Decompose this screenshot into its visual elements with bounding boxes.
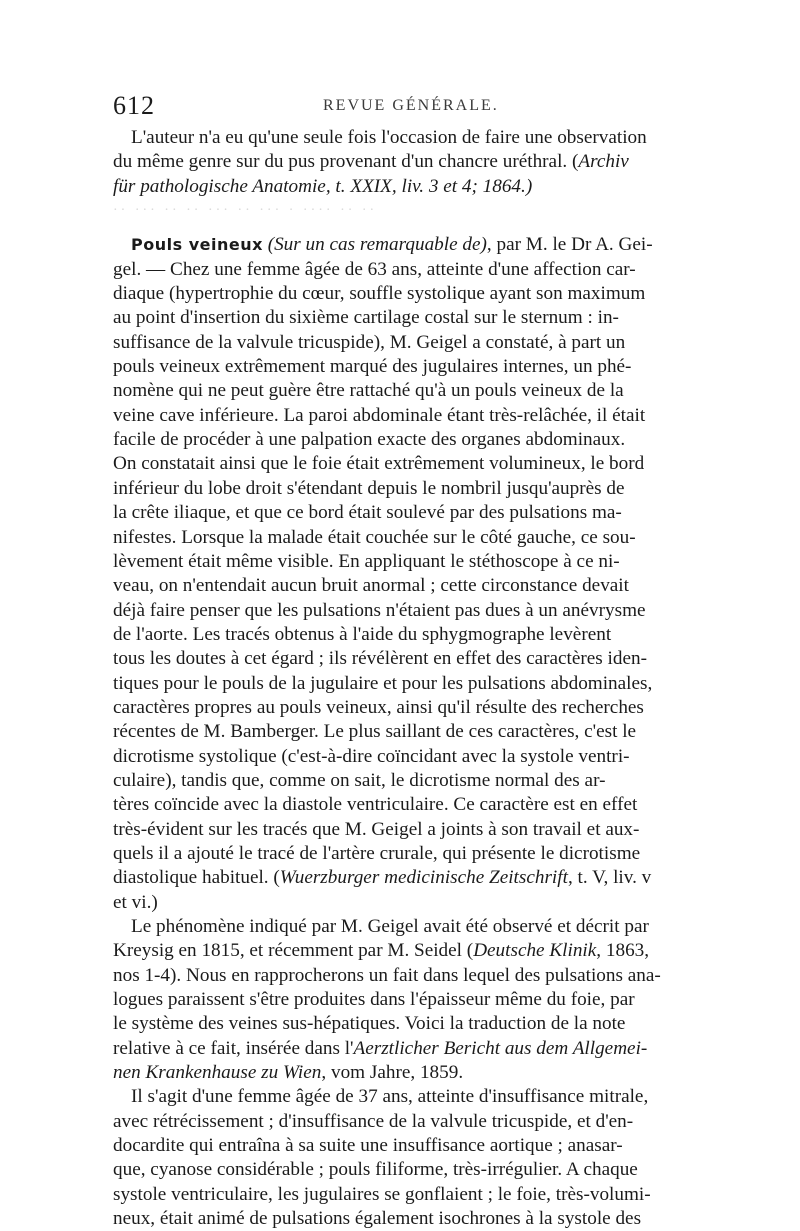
heading-subtitle: (Sur un cas remarquable de) <box>267 234 487 256</box>
journal-title: Archiv <box>578 151 629 173</box>
article-heading-line <box>113 233 685 257</box>
text-line: logues paraissent s'être produites dans l'épaisseur même du foie, par <box>113 989 635 1011</box>
text-line: facile de procéder à une palpation exacte des organes abdominaux. <box>113 429 626 451</box>
text-line: très-évident sur les tracés que M. Geigel a joints à son travail et aux- <box>113 818 640 840</box>
text-line: suffisance de la valvule tricuspide), M. Geigel a constaté, à part un <box>113 331 626 353</box>
text-line: du même genre sur du pus provenant d'un chancre uréthral. (Archiv <box>113 151 629 173</box>
text-line: L'auteur n'a eu qu'une seule fois l'occasion de faire une observation <box>131 127 647 148</box>
text-line: pouls veineux extrêmement marqué des jugulaires internes, un phé- <box>113 356 632 378</box>
section-heading: Pouls veineux <box>131 235 263 255</box>
heading-author: , par M. le Dr A. Gei- <box>486 234 653 256</box>
bericht-title-cont: nen Krankenhause zu Wien <box>113 1062 322 1084</box>
text-line: avec rétrécissement ; d'insuffisance de la valvule tricuspide, et d'en- <box>113 1110 634 1132</box>
text-line: diaque (hypertrophie du cœur, souffle systolique ayant son maximum <box>113 283 646 305</box>
text-line: tous les doutes à cet égard ; ils révélèrent en effet des caractères iden- <box>113 648 647 670</box>
text-line: de l'aorte. Les tracés obtenus à l'aide du sphygmographe levèrent <box>113 623 612 645</box>
pouls-veineux-article <box>113 233 685 1231</box>
seidel-journal: Deutsche Klinik <box>473 940 597 962</box>
text-line: tiques pour le pouls de la jugulaire et pour les pulsations abdominales, <box>113 672 653 694</box>
text-line: récentes de M. Bamberger. Le plus saillant de ces caractères, c'est le <box>113 721 637 743</box>
text-line: Kreysig en 1815, et récemment par M. Seidel (Deutsche Klinik, 1863, <box>113 940 650 962</box>
book-page <box>113 86 685 1231</box>
text-line: lèvement était même visible. En appliquant le stéthoscope à ce ni- <box>113 550 620 572</box>
text-line: veine cave inférieure. La paroi abdominale étant très-relâchée, il était <box>113 404 646 426</box>
text-line: neux, était animé de pulsations également isochrones à la systole des <box>113 1208 642 1230</box>
text-line: gel. — Chez une femme âgée de 63 ans, atteinte d'une affection car- <box>113 258 636 280</box>
text-line: systole ventriculaire, les jugulaires se gonflaient ; le foie, très-volumi- <box>113 1183 651 1205</box>
text-line: tères coïncide avec la diastole ventriculaire. Ce caractère est en effet <box>113 794 638 816</box>
text-line: le système des veines sus-hépatiques. Voici la traduction de la note <box>113 1013 626 1035</box>
page-number: 612 <box>113 91 155 120</box>
bericht-title: Aerztlicher Bericht aus dem Allgemei- <box>353 1037 648 1059</box>
bleed-through-text: ·· ··· ·· ·· ··· ·· ··· · ···· ·· ·· <box>113 203 378 219</box>
intro-paragraph <box>113 126 685 223</box>
citation-journal: Wuerzburger medicinische Zeitschrift <box>279 867 568 889</box>
text-line: que, cyanose considérable ; pouls filiforme, très-irrégulier. A chaque <box>113 1159 638 1181</box>
text-line: déjà faire penser que les pulsations n'étaient pas dues à un anévrysme <box>113 599 646 621</box>
text-line: culaire), tandis que, comme on sait, le dicrotisme normal des ar- <box>113 769 606 791</box>
text-line: nomène qui ne peut guère être rattaché qu'à un pouls veineux de la <box>113 380 624 402</box>
text-line: dicrotisme systolique (c'est-à-dire coïncidant avec la systole ventri- <box>113 745 630 767</box>
text-line: la crête iliaque, et que ce bord était soulevé par des pulsations ma- <box>113 502 622 524</box>
text-line: docardite qui entraîna à sa suite une insuffisance aortique ; anasar- <box>113 1135 623 1157</box>
text-line: diastolique habituel. (Wuerzburger medicinische Zeitschrift, t. V, liv. v <box>113 867 652 889</box>
text-line: nen Krankenhause zu Wien, vom Jahre, 1859. <box>113 1062 464 1084</box>
text-line: für pathologische Anatomie, t. XXIX, liv. 3 et 4; 1864.) <box>113 175 533 197</box>
text-line: veau, on n'entendait aucun bruit anormal ; cette circonstance devait <box>113 575 629 597</box>
text-line: au point d'insertion du sixième cartilage costal sur le sternum : in- <box>113 307 619 329</box>
text-line: Il s'agit d'une femme âgée de 37 ans, atteinte d'insuffisance mitrale, <box>131 1086 649 1108</box>
text-line: nos 1-4). Nous en rapprocherons un fait dans lequel des pulsations ana- <box>113 964 661 986</box>
text-line: quels il a ajouté le tracé de l'artère crurale, qui présente le dicrotisme <box>113 842 641 864</box>
text-line: inférieur du lobe droit s'étendant depuis le nombril jusqu'auprès de <box>113 477 625 499</box>
text-line: nifestes. Lorsque la malade était couchée sur le côté gauche, ce sou- <box>113 526 636 548</box>
text-line: caractères propres au pouls veineux, ainsi qu'il résulte des recherches <box>113 696 644 718</box>
text-line: On constatait ainsi que le foie était extrêmement volumineux, le bord <box>113 453 645 475</box>
text-line: Le phénomène indiqué par M. Geigel avait été observé et décrit par <box>131 916 649 937</box>
text-line: relative à ce fait, insérée dans l'Aerztlicher Bericht aus dem Allgemei- <box>113 1037 648 1059</box>
running-head-title: REVUE GÉNÉRALE. <box>323 97 499 114</box>
text-line: et vi.) <box>113 891 158 913</box>
running-head <box>113 86 685 126</box>
